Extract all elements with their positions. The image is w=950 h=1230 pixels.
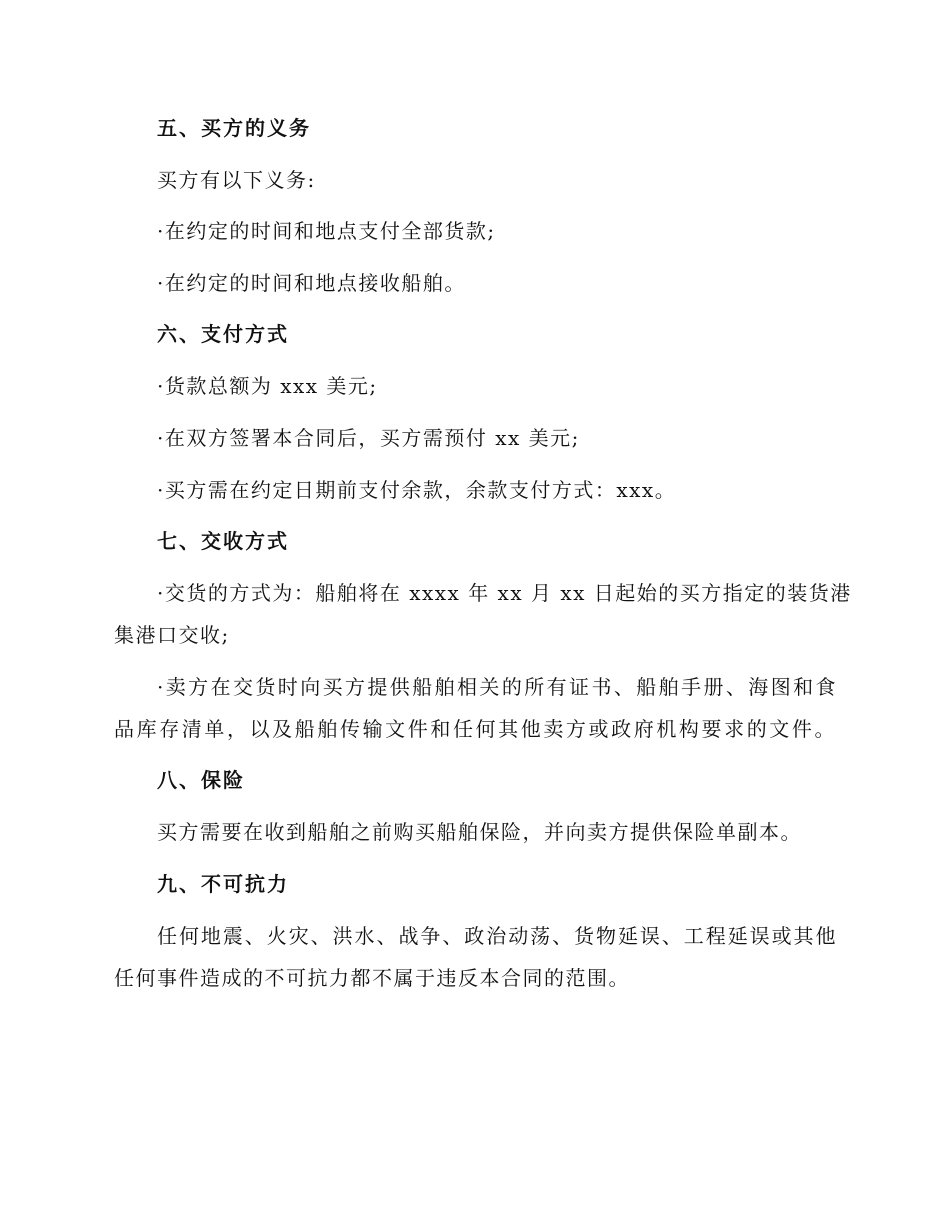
paragraph: 买方有以下义务:: [157, 168, 316, 192]
paragraph: 买方需要在收到船舶之前购买船舶保险，并向卖方提供保险单副本。: [157, 820, 802, 844]
bullet-item-line: ·交货的方式为：船舶将在 xxxx 年 xx 月 xx 日起始的买方指定的装货港: [157, 581, 852, 605]
section-heading: 八、保险: [157, 768, 245, 792]
bullet-item-line: 品库存清单，以及船舶传输文件和任何其他卖方或政府机构要求的文件。: [114, 717, 836, 741]
section-heading: 六、支付方式: [157, 322, 289, 346]
bullet-item-line: 集港口交收;: [114, 623, 230, 647]
bullet-item: ·货款总额为 xxx 美元;: [157, 374, 378, 398]
bullet-item: ·在约定的时间和地点接收船舶。: [157, 271, 466, 295]
bullet-item: ·在约定的时间和地点支付全部货款;: [157, 219, 496, 243]
bullet-item-line: ·卖方在交货时向买方提供船舶相关的所有证书、船舶手册、海图和食: [157, 675, 837, 699]
paragraph-line: 任何事件造成的不可抗力都不属于违反本合同的范围。: [114, 966, 630, 990]
section-heading: 九、不可抗力: [157, 872, 289, 896]
bullet-item: ·在双方签署本合同后，买方需预付 xx 美元;: [157, 426, 580, 450]
paragraph-line: 任何地震、火灾、洪水、战争、政治动荡、货物延误、工程延误或其他: [157, 924, 837, 948]
section-heading: 五、买方的义务: [157, 116, 311, 140]
bullet-item: ·买方需在约定日期前支付余款，余款支付方式：xxx。: [157, 478, 677, 502]
section-heading: 七、交收方式: [157, 529, 289, 553]
